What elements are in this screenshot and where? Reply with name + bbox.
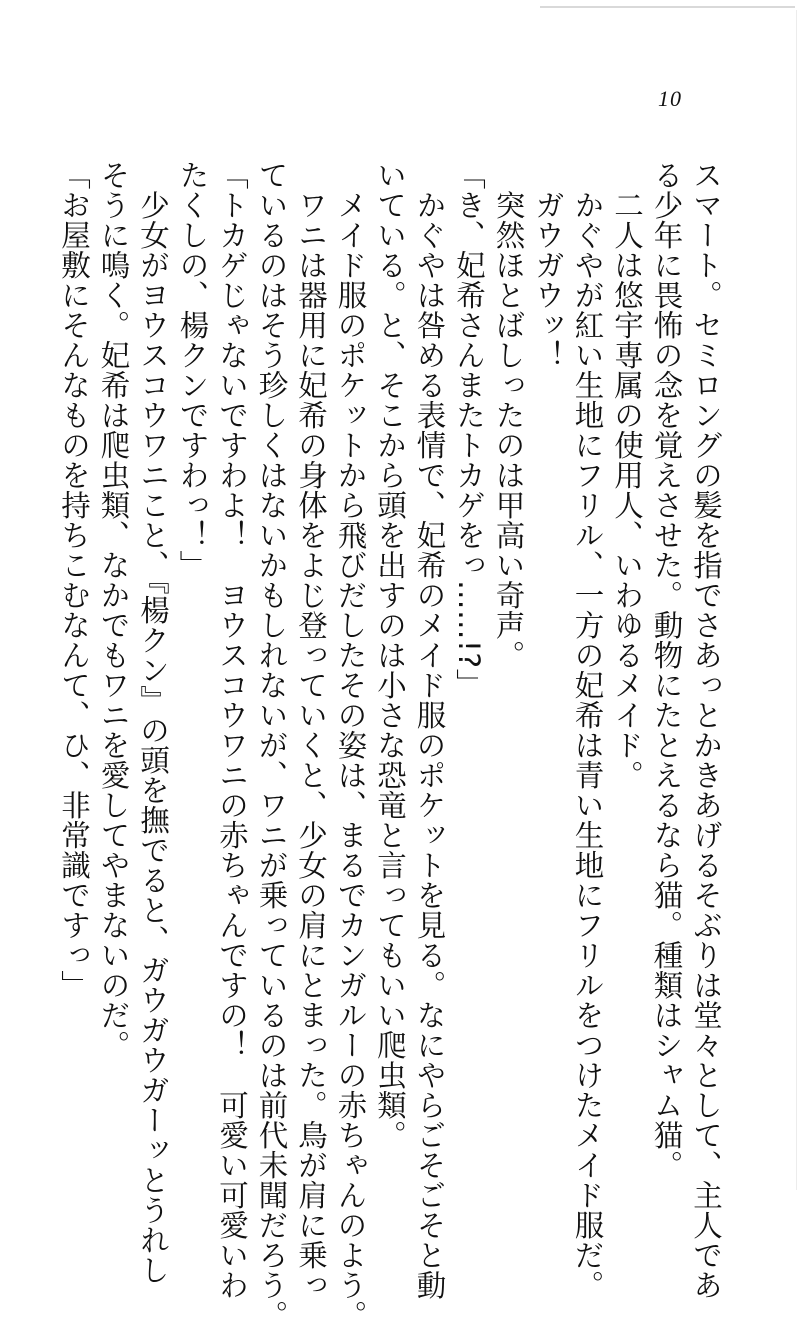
text-line (172, 160, 212, 1160)
text-line (251, 160, 291, 1330)
text-line (409, 160, 449, 1300)
text-line-content: 「お屋敷にそんなものを持ちこむなんて、ひ、非常識ですっ」 (57, 160, 91, 1000)
text-line (488, 160, 528, 1160)
text-line-content: 少女がヨウスコウワニこと、『楊クン』の頭を撫でると、ガウガウガーッとうれし (136, 190, 170, 1286)
text-line-content: る少年に畏怖の念を覚えさせた。動物にたとえるなら猫。種類はシャム猫。 (649, 160, 684, 1180)
text-line-content: 突然ほとばしったのは甲高い奇声。 (491, 190, 526, 670)
text-line-content: いている。と、そこから頭を出すのは小さな恐竜と言ってもいい爬虫類。 (373, 160, 407, 1150)
text-line-content: たくしの、楊クンですわっ！」 (175, 160, 210, 580)
text-line (528, 160, 568, 1160)
page-number: 10 (658, 86, 682, 111)
text-line-content: メイド服のポケットから飛びだしたその姿は、まるでカンガルーの赤ちゃんのよう。 (333, 190, 368, 1330)
text-line (370, 160, 410, 1160)
text-line-content: 「トカゲじゃないですわよ！ ヨウスコウワニの赤ちゃんですの！ 可愛い可愛いわ (215, 160, 249, 1300)
text-line-content: スマート。セミロングの髪を指でさあっとかきあげるそぶりは堂々として、主人であ (689, 160, 723, 1300)
text-line (607, 160, 647, 1160)
text-line-content: ているのはそう珍しくはないかもしれないが、ワニが乗っているのは前代未聞だろう。 (254, 160, 289, 1330)
text-line-content: ガウガウッ！ (531, 190, 565, 370)
text-line (686, 160, 726, 1300)
text-line-content: 二人は悠宇専属の使用人、いわゆるメイド。 (610, 190, 644, 790)
text-line-content: ワニは器用に妃希の身体をよじ登っていくと、少女の肩にとまった。鳥が肩に乗っ (294, 190, 328, 1300)
text-line (133, 160, 173, 1286)
text-line-content: 「き、妃希さんまたトカゲをっ……!?」 (452, 160, 486, 699)
text-line (291, 160, 331, 1300)
scan-edge-right (796, 10, 797, 1190)
text-line (567, 160, 607, 1300)
text-line-content: そうに鳴く。妃希は爬虫類、なかでもワニを愛してやまないのだ。 (96, 160, 131, 1060)
text-line (646, 160, 686, 1180)
text-line (54, 160, 94, 1160)
text-line-content: かぐやが紅い生地にフリル、一方の妃希は青い生地にフリルをつけたメイド服だ。 (570, 190, 605, 1300)
vertical-text-body (57, 160, 725, 1330)
text-line-content: かぐやは咎める表情で、妃希のメイド服のポケットを見る。なにやらごそごそと動 (412, 190, 447, 1300)
text-line (449, 160, 489, 1160)
scan-edge-top (540, 6, 795, 8)
text-line (330, 160, 370, 1330)
text-line (93, 160, 133, 1160)
text-line (212, 160, 252, 1300)
